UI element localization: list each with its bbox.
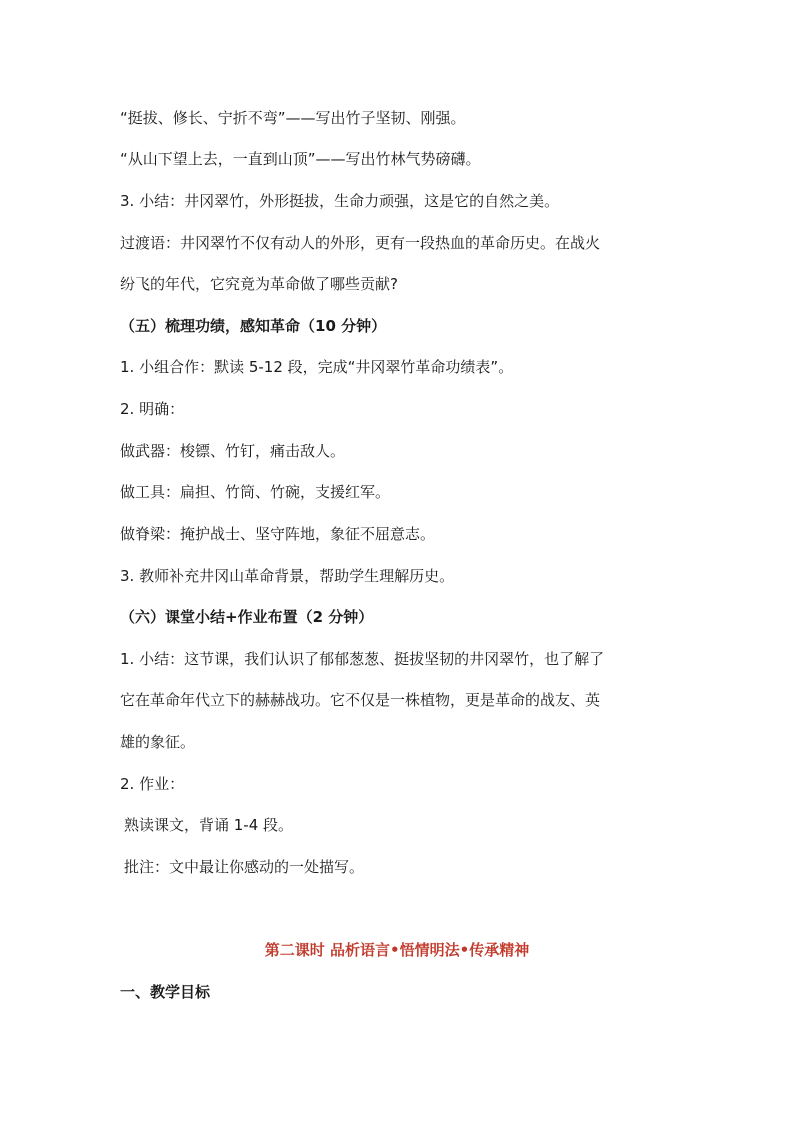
text-line: 1. 小组合作：默读 5-12 段，完成“井冈翠竹革命功绩表”。 xyxy=(120,358,514,376)
text-line: 纷飞的年代，它究竟为革命做了哪些贡献? xyxy=(120,275,398,293)
text-line: 做武器：梭镖、竹钉，痛击敌人。 xyxy=(120,442,346,460)
section-heading: 一、教学目标 xyxy=(120,983,211,1001)
subheading: （六）课堂小结+作业布置（2 分钟） xyxy=(120,608,374,626)
subheading: （五）梳理功绩，感知革命（10 分钟） xyxy=(120,317,387,335)
text-line: “挺拔、修长、宁折不弯”——写出竹子坚韧、刚强。 xyxy=(120,109,466,127)
text-line: 3. 小结：井冈翠竹，外形挺拔，生命力顽强，这是它的自然之美。 xyxy=(120,192,560,210)
text-line: 做脊梁：掩护战士、坚守阵地，象征不屈意志。 xyxy=(120,525,436,543)
text-line: 3. 教师补充井冈山革命背景，帮助学生理解历史。 xyxy=(120,567,455,585)
text-line: 1. 小结：这节课，我们认识了郁郁葱葱、挺拔坚韧的井冈翠竹，也了解了 xyxy=(120,650,605,668)
lesson-title: 第二课时 品析语言•悟情明法•传承精神 xyxy=(264,941,530,959)
text-line: 雄的象征。 xyxy=(120,733,196,751)
text-line: 批注：文中最让你感动的一处描写。 xyxy=(124,858,365,876)
text-line: “从山下望上去，一直到山顶”——写出竹林气势磅礴。 xyxy=(120,150,481,168)
text-line: 2. 作业： xyxy=(120,775,185,793)
text-line: 过渡语：井冈翠竹不仅有动人的外形，更有一段热血的革命历史。在战火 xyxy=(120,234,601,252)
text-line: 它在革命年代立下的赫赫战功。它不仅是一株植物，更是革命的战友、英 xyxy=(120,691,601,709)
text-line: 做工具：扁担、竹筒、竹碗，支援红军。 xyxy=(120,483,391,501)
text-line: 熟读课文，背诵 1-4 段。 xyxy=(124,816,294,834)
text-line: 2. 明确： xyxy=(120,400,185,418)
